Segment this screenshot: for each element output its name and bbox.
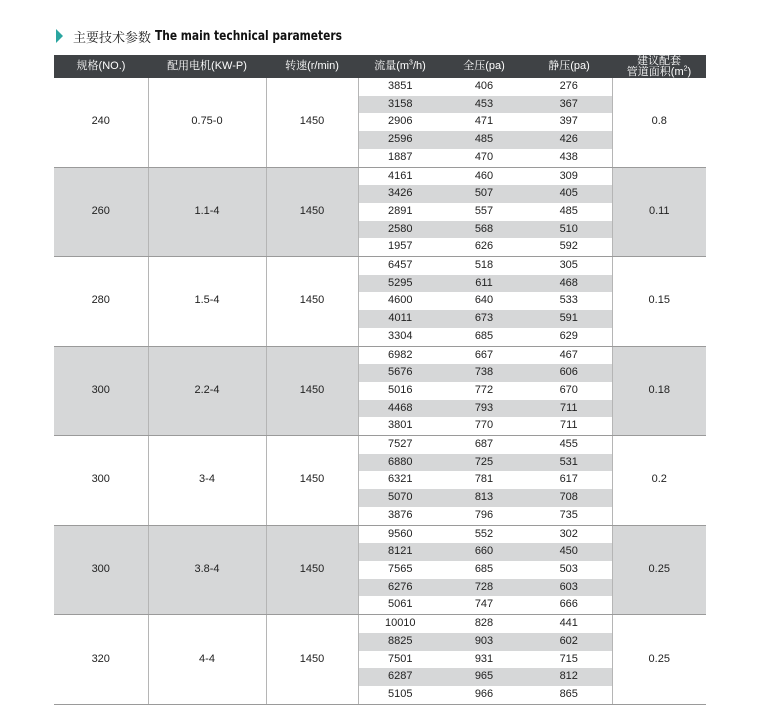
flow-cell: 6982	[358, 346, 442, 364]
total-pressure-cell: 781	[442, 471, 526, 489]
total-pressure-cell: 813	[442, 489, 526, 507]
speed-cell: 1450	[266, 525, 358, 615]
total-pressure-cell: 966	[442, 686, 526, 704]
flow-cell: 2906	[358, 113, 442, 131]
flow-cell: 5105	[358, 686, 442, 704]
header-static-pressure: 静压(pa)	[526, 55, 612, 78]
total-pressure-cell: 685	[442, 328, 526, 346]
static-pressure-cell: 865	[526, 686, 612, 704]
header-flow: 流量$(m^3/h)$	[358, 55, 442, 78]
duct-area-cell: 0.2	[612, 436, 706, 526]
speed-cell: 1450	[266, 167, 358, 257]
static-pressure-cell: 441	[526, 615, 612, 633]
total-pressure-cell: 626	[442, 238, 526, 256]
flow-cell: 6457	[358, 257, 442, 275]
total-pressure-cell: 518	[442, 257, 526, 275]
static-pressure-cell: 531	[526, 454, 612, 472]
model-cell: 240	[54, 78, 148, 167]
flow-cell: 5016	[358, 382, 442, 400]
flow-cell: 7565	[358, 561, 442, 579]
header-duct-area: 建议配套 管道面积$(m^2)$	[612, 55, 706, 78]
duct-area-cell: 0.15	[612, 257, 706, 347]
model-cell: 280	[54, 257, 148, 347]
static-pressure-cell: 602	[526, 633, 612, 651]
static-pressure-cell: 438	[526, 149, 612, 167]
flow-cell: 3851	[358, 78, 442, 96]
technical-parameters-table	[54, 55, 706, 705]
total-pressure-cell: 770	[442, 417, 526, 435]
title-chinese: 主要技术参数	[73, 29, 152, 45]
flow-cell: 6321	[358, 471, 442, 489]
title-english: The main technical parameters	[155, 28, 342, 44]
flow-cell: 2596	[358, 131, 442, 149]
total-pressure-cell: 747	[442, 596, 526, 614]
total-pressure-cell: 903	[442, 633, 526, 651]
total-pressure-cell: 687	[442, 436, 526, 454]
static-pressure-cell: 276	[526, 78, 612, 96]
section-title	[56, 24, 383, 48]
flow-cell: 3158	[358, 96, 442, 114]
duct-area-cell: 0.8	[612, 78, 706, 167]
motor-cell: 3-4	[148, 436, 266, 526]
table-row	[54, 615, 706, 633]
flow-cell: 4468	[358, 400, 442, 418]
static-pressure-cell: 455	[526, 436, 612, 454]
total-pressure-cell: 640	[442, 292, 526, 310]
total-pressure-cell: 738	[442, 364, 526, 382]
static-pressure-cell: 592	[526, 238, 612, 256]
total-pressure-cell: 507	[442, 185, 526, 203]
table-row	[54, 257, 706, 275]
total-pressure-cell: 406	[442, 78, 526, 96]
total-pressure-cell: 453	[442, 96, 526, 114]
speed-cell: 1450	[266, 78, 358, 167]
static-pressure-cell: 735	[526, 507, 612, 525]
static-pressure-cell: 302	[526, 525, 612, 543]
static-pressure-cell: 715	[526, 651, 612, 669]
flow-cell: 2580	[358, 221, 442, 239]
model-cell: 260	[54, 167, 148, 257]
flow-cell: 5676	[358, 364, 442, 382]
speed-cell: 1450	[266, 615, 358, 705]
static-pressure-cell: 503	[526, 561, 612, 579]
table-row	[54, 525, 706, 543]
flow-cell: 6276	[358, 579, 442, 597]
model-cell: 300	[54, 436, 148, 526]
static-pressure-cell: 606	[526, 364, 612, 382]
header-speed: 转速(r/min)	[266, 55, 358, 78]
static-pressure-cell: 467	[526, 346, 612, 364]
speed-cell: 1450	[266, 346, 358, 436]
total-pressure-cell: 828	[442, 615, 526, 633]
flow-cell: 3426	[358, 185, 442, 203]
model-cell: 320	[54, 615, 148, 705]
total-pressure-cell: 460	[442, 167, 526, 185]
total-pressure-cell: 568	[442, 221, 526, 239]
speed-cell: 1450	[266, 257, 358, 347]
header-model: 规格(NO.)	[54, 55, 148, 78]
total-pressure-cell: 557	[442, 203, 526, 221]
duct-area-cell: 0.18	[612, 346, 706, 436]
static-pressure-cell: 666	[526, 596, 612, 614]
flow-cell: 6880	[358, 454, 442, 472]
flow-cell: 1957	[358, 238, 442, 256]
static-pressure-cell: 629	[526, 328, 612, 346]
total-pressure-cell: 796	[442, 507, 526, 525]
table-row	[54, 78, 706, 96]
total-pressure-cell: 611	[442, 275, 526, 293]
total-pressure-cell: 667	[442, 346, 526, 364]
flow-cell: 3304	[358, 328, 442, 346]
static-pressure-cell: 711	[526, 417, 612, 435]
duct-area-cell: 0.11	[612, 167, 706, 257]
table-row	[54, 167, 706, 185]
static-pressure-cell: 309	[526, 167, 612, 185]
motor-cell: 3.8-4	[148, 525, 266, 615]
static-pressure-cell: 405	[526, 185, 612, 203]
table-row	[54, 436, 706, 454]
total-pressure-cell: 673	[442, 310, 526, 328]
static-pressure-cell: 367	[526, 96, 612, 114]
flow-cell: 4161	[358, 167, 442, 185]
flow-cell: 3801	[358, 417, 442, 435]
flow-cell: 7501	[358, 651, 442, 669]
flow-cell: 5070	[358, 489, 442, 507]
header-total-pressure: 全压(pa)	[442, 55, 526, 78]
speed-cell: 1450	[266, 436, 358, 526]
static-pressure-cell: 468	[526, 275, 612, 293]
static-pressure-cell: 670	[526, 382, 612, 400]
static-pressure-cell: 591	[526, 310, 612, 328]
static-pressure-cell: 603	[526, 579, 612, 597]
flow-cell: 4011	[358, 310, 442, 328]
flow-cell: 4600	[358, 292, 442, 310]
total-pressure-cell: 485	[442, 131, 526, 149]
header-motor: 配用电机(KW-P)	[148, 55, 266, 78]
flow-cell: 1887	[358, 149, 442, 167]
duct-area-cell: 0.25	[612, 525, 706, 615]
flow-cell: 5061	[358, 596, 442, 614]
total-pressure-cell: 931	[442, 651, 526, 669]
static-pressure-cell: 711	[526, 400, 612, 418]
total-pressure-cell: 772	[442, 382, 526, 400]
total-pressure-cell: 660	[442, 543, 526, 561]
total-pressure-cell: 725	[442, 454, 526, 472]
motor-cell: 1.5-4	[148, 257, 266, 347]
table-header-row	[54, 55, 706, 78]
static-pressure-cell: 510	[526, 221, 612, 239]
motor-cell: 1.1-4	[148, 167, 266, 257]
static-pressure-cell: 617	[526, 471, 612, 489]
motor-cell: 4-4	[148, 615, 266, 705]
static-pressure-cell: 305	[526, 257, 612, 275]
flow-cell: 10010	[358, 615, 442, 633]
static-pressure-cell: 426	[526, 131, 612, 149]
flow-cell: 9560	[358, 525, 442, 543]
flow-cell: 3876	[358, 507, 442, 525]
static-pressure-cell: 708	[526, 489, 612, 507]
static-pressure-cell: 397	[526, 113, 612, 131]
flow-cell: 8825	[358, 633, 442, 651]
total-pressure-cell: 728	[442, 579, 526, 597]
motor-cell: 2.2-4	[148, 346, 266, 436]
table-row	[54, 346, 706, 364]
static-pressure-cell: 450	[526, 543, 612, 561]
model-cell: 300	[54, 525, 148, 615]
static-pressure-cell: 485	[526, 203, 612, 221]
static-pressure-cell: 533	[526, 292, 612, 310]
flow-cell: 2891	[358, 203, 442, 221]
flow-cell: 8121	[358, 543, 442, 561]
flow-cell: 7527	[358, 436, 442, 454]
flow-cell: 5295	[358, 275, 442, 293]
total-pressure-cell: 793	[442, 400, 526, 418]
duct-area-cell: 0.25	[612, 615, 706, 705]
total-pressure-cell: 685	[442, 561, 526, 579]
model-cell: 300	[54, 346, 148, 436]
total-pressure-cell: 470	[442, 149, 526, 167]
title-arrow-icon	[56, 29, 63, 43]
flow-cell: 6287	[358, 668, 442, 686]
static-pressure-cell: 812	[526, 668, 612, 686]
total-pressure-cell: 552	[442, 525, 526, 543]
motor-cell: 0.75-0	[148, 78, 266, 167]
total-pressure-cell: 965	[442, 668, 526, 686]
total-pressure-cell: 471	[442, 113, 526, 131]
